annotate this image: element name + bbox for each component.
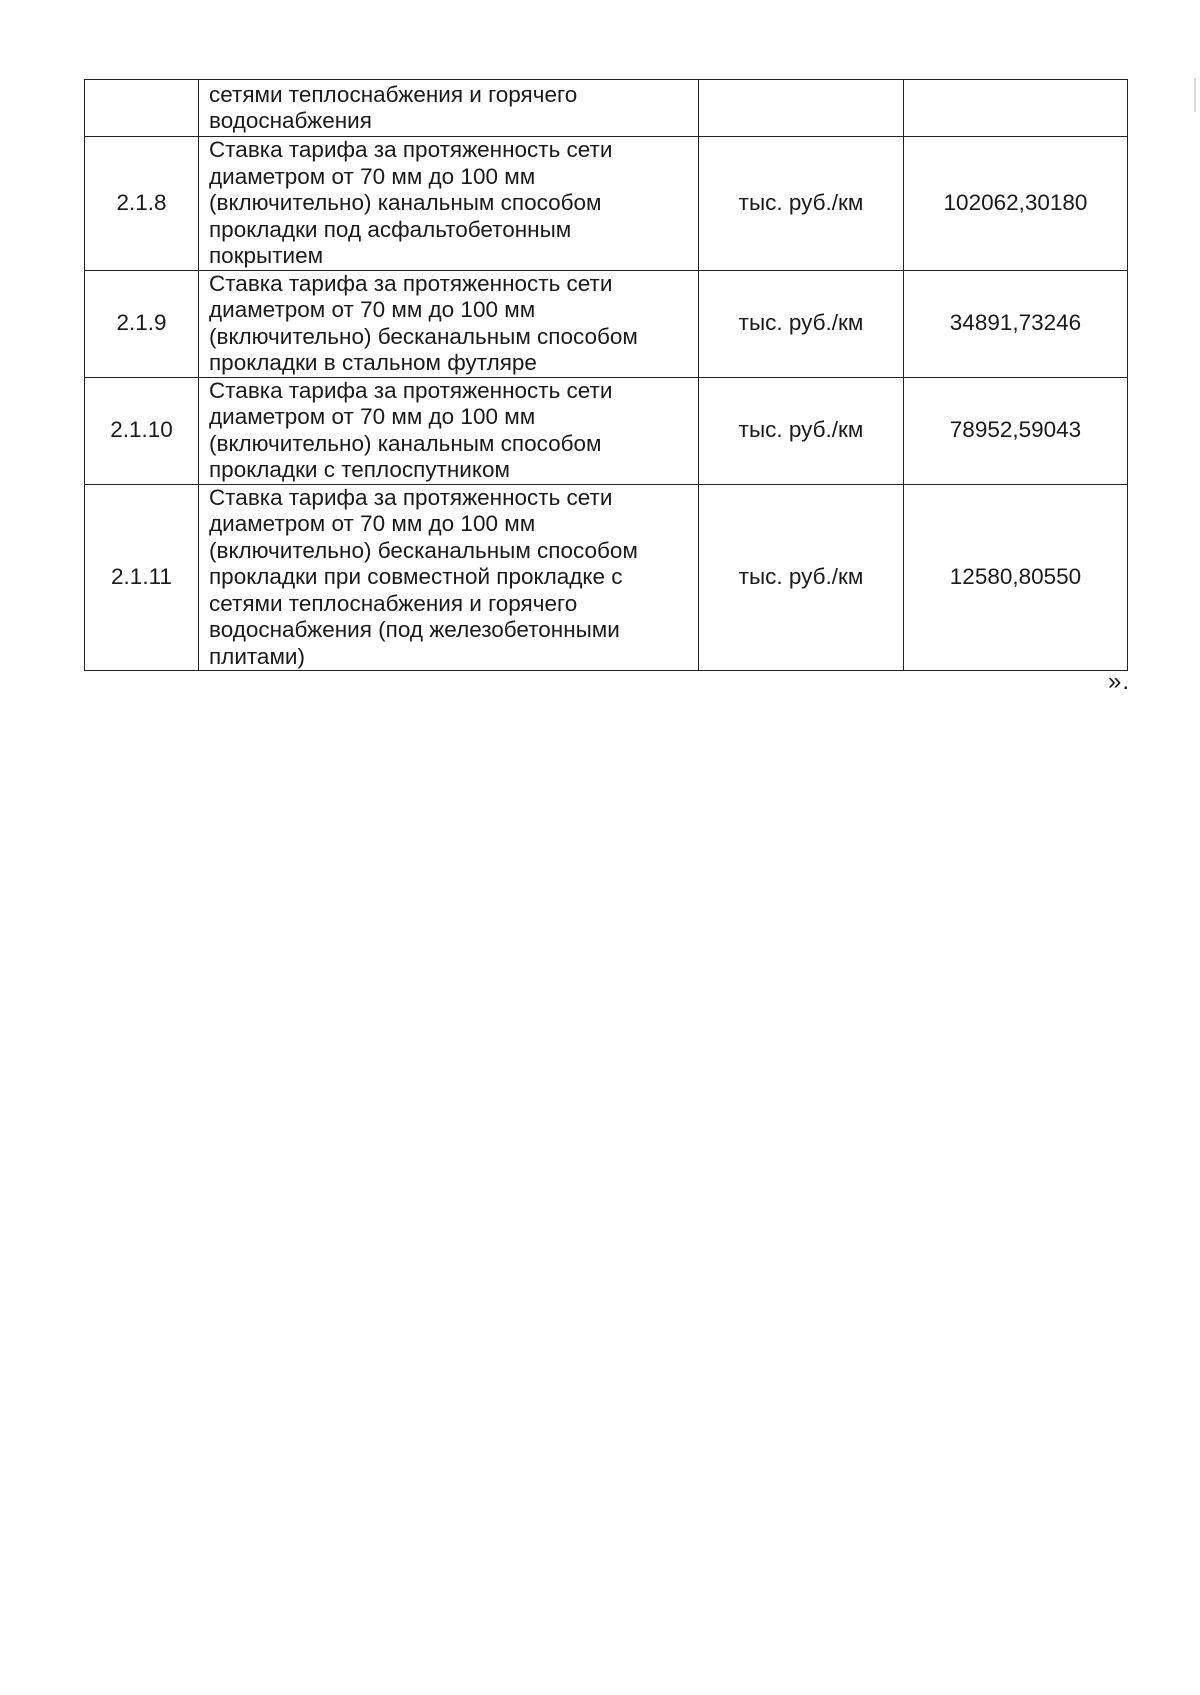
closing-quote-mark: ». <box>1108 668 1131 695</box>
row-value <box>904 80 1128 137</box>
table-row <box>85 377 1128 484</box>
table-row <box>85 137 1128 271</box>
scan-margin-mark <box>1194 78 1196 112</box>
row-description: Ставка тарифа за протяженность сети диаметром от 70 мм до 100 мм (включительно) бесканальным способом прокладки при совместной прокладке с сетями теплоснабжения и горячего водоснабжения (под железобетонными плитами) <box>199 484 699 671</box>
tariff-table <box>84 79 1128 671</box>
row-description: Ставка тарифа за протяженность сети диаметром от 70 мм до 100 мм (включительно) бесканальным способом прокладки в стальном футляре <box>199 270 699 377</box>
row-unit: тыс. руб./км <box>699 484 904 671</box>
row-value: 102062,30180 <box>904 137 1128 271</box>
table-row <box>85 270 1128 377</box>
row-number <box>85 80 199 137</box>
row-number: 2.1.10 <box>85 377 199 484</box>
row-unit: тыс. руб./км <box>699 270 904 377</box>
row-description: сетями теплоснабжения и горячего водоснабжения <box>199 80 699 137</box>
table-row <box>85 80 1128 137</box>
row-number: 2.1.8 <box>85 137 199 271</box>
table-row <box>85 484 1128 671</box>
row-unit: тыс. руб./км <box>699 137 904 271</box>
row-number: 2.1.11 <box>85 484 199 671</box>
row-value: 12580,80550 <box>904 484 1128 671</box>
row-description: Ставка тарифа за протяженность сети диаметром от 70 мм до 100 мм (включительно) канальным способом прокладки с теплоспутником <box>199 377 699 484</box>
row-value: 78952,59043 <box>904 377 1128 484</box>
row-unit: тыс. руб./км <box>699 377 904 484</box>
row-description: Ставка тарифа за протяженность сети диаметром от 70 мм до 100 мм (включительно) канальным способом прокладки под асфальтобетонным покрытием <box>199 137 699 271</box>
row-value: 34891,73246 <box>904 270 1128 377</box>
row-number: 2.1.9 <box>85 270 199 377</box>
row-unit <box>699 80 904 137</box>
